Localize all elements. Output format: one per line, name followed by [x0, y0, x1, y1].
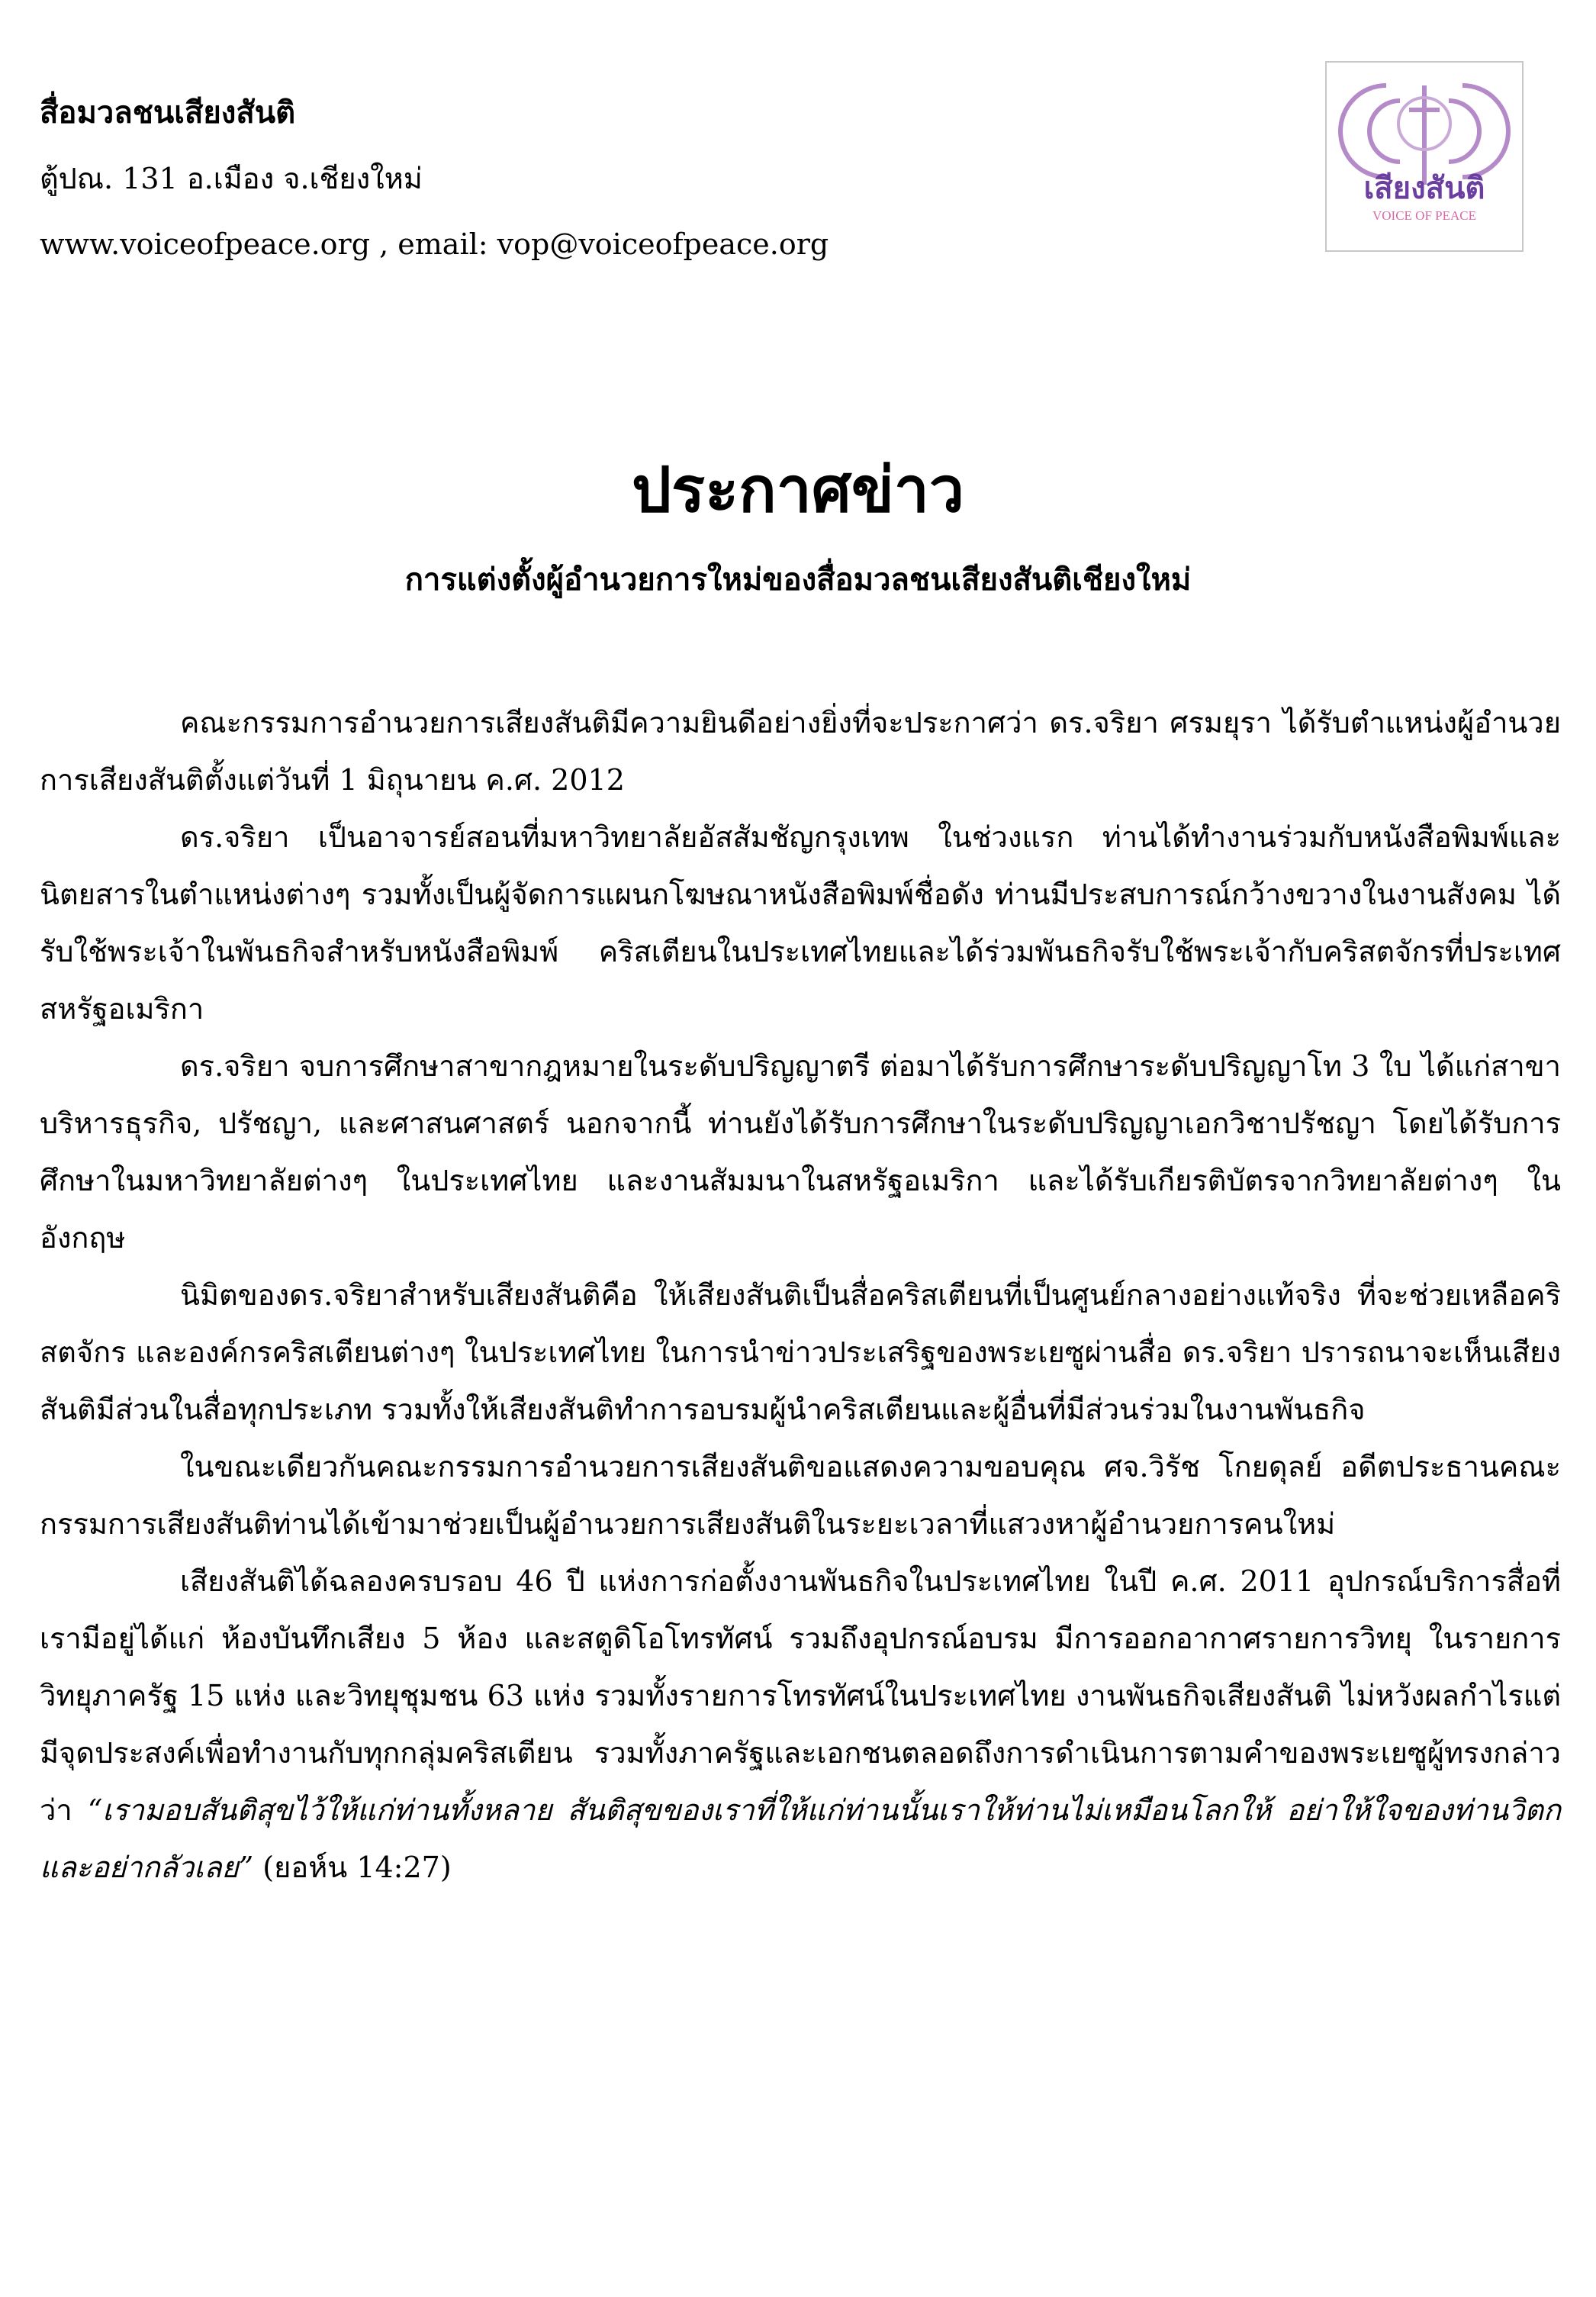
scripture-reference: (ยอห์น 14:27): [253, 1851, 452, 1884]
paragraph-anniversary: [40, 1553, 1561, 1896]
anniversary-text: เสียงสันติได้ฉลองครบรอบ 46 ปี แห่งการก่อตั้งงานพันธกิจในประเทศไทย ในปี ค.ศ. 2011 อุปกรณ์บริการสื่อที่เรามีอยู่ได้แก่ ห้องบันทึกเสียง 5 ห้อง และสตูดิโอโทรทัศน์ รวมถึงอุปกรณ์อบรม มีการออกอากาศรายการวิทยุ ในรายการวิทยุภาครัฐ 15 แห่ง และวิทยุชุมชน 63 แห่ง รวมทั้งรายการโทรทัศน์ในประเทศไทย งานพันธกิจเสียงสันติ ไม่หวังผลกำไรแต่มีจุดประสงค์เพื่อทำงานกับทุกกลุ่มคริสเตียน รวมทั้งภาครัฐและเอกชนตลอดถึงการดำเนินการตามคำของพระเยซูผู้ทรงกล่าวว่า: [40, 1564, 1561, 1827]
paragraph-appointment: คณะกรรมการอำนวยการเสียงสันติมีความยินดีอย่างยิ่งที่จะประกาศว่า ดร.จริยา ศรมยุรา ได้รับตำแหน่งผู้อำนวยการเสียงสันติตั้งแต่วันที่ 1 มิถุนายน ค.ศ. 2012: [40, 706, 1561, 797]
paragraph-education: ดร.จริยา จบการศึกษาสาขากฎหมายในระดับปริญญาตรี ต่อมาได้รับการศึกษาระดับปริญญาโท 3 ใบ ได้แก่สาขาบริหารธุรกิจ, ปรัชญา, และศาสนศาสตร์ นอกจากนี้ ท่านยังได้รับการศึกษาในระดับปริญญาเอกวิชาปรัชญา โดยได้รับการศึกษาในมหาวิทยาลัยต่างๆ ในประเทศไทย และงานสัมมนาในสหรัฐอเมริกา และได้รับเกียรติบัตรจากวิทยาลัยต่างๆ ในอังกฤษ: [40, 1049, 1561, 1255]
contact-info: www.voiceofpeace.org , email: vop@voiceofpeace.org: [40, 227, 829, 261]
logo-text-th: เสียงสันติ: [1363, 171, 1485, 206]
scripture-quote: “เรามอบสันติสุขไว้ให้แก่ท่านทั้งหลาย สันติสุขของเราที่ให้แก่ท่านนั้นเราให้ท่านไม่เหมือนโลกให้ อย่าให้ใจของท่านวิตกและอย่ากลัวเลย”: [40, 1793, 1561, 1884]
wave-right-inner: [1449, 101, 1479, 162]
wave-left-outer: [1340, 85, 1386, 177]
paragraph-background: ดร.จริยา เป็นอาจารย์สอนที่มหาวิทยาลัยอัสสัมชัญกรุงเทพ ในช่วงแรก ท่านได้ทำงานร่วมกับหนังสือพิมพ์และนิตยสารในตำแหน่งต่างๆ รวมทั้งเป็นผู้จัดการแผนกโฆษณาหนังสือพิมพ์ชื่อดัง ท่านมีประสบการณ์กว้างขวางในงานสังคม ได้รับใช้พระเจ้าในพันธกิจสำหรับหนังสือพิมพ์ คริสเตียนในประเทศไทยและได้ร่วมพันธกิจรับใช้พระเจ้ากับคริสตจักรที่ประเทศสหรัฐอเมริกา: [40, 820, 1561, 1026]
page-title: ประกาศข่าว: [631, 453, 965, 527]
postal-address: ตู้ปณ. 131 อ.เมือง จ.เชียงใหม่: [40, 162, 423, 195]
wave-left-inner: [1369, 101, 1400, 162]
announcement-body: [40, 694, 1561, 1896]
voice-of-peace-logo: [1325, 61, 1524, 252]
wave-right-outer: [1462, 85, 1508, 177]
paragraph-vision: นิมิตของดร.จริยาสำหรับเสียงสันติคือ ให้เสียงสันติเป็นสื่อคริสเตียนที่เป็นศูนย์กลางอย่างแท้จริง ที่จะช่วยเหลือคริสตจักร และองค์กรคริสเตียนต่างๆ ในประเทศไทย ในการนำข่าวประเสริฐของพระเยซูผ่านสื่อ ดร.จริยา ปรารถนาจะเห็นเสียงสันติมีส่วนในสื่อทุกประเภท รวมทั้งให้เสียงสันติทำการอบรมผู้นำคริสเตียนและผู้อื่นที่มีส่วนร่วมในงานพันธกิจ: [40, 1278, 1561, 1426]
paragraph-thanks: ในขณะเดียวกันคณะกรรมการอำนวยการเสียงสันติขอแสดงความขอบคุณ ศจ.วิรัช โกยดุลย์ อดีตประธานคณะกรรมการเสียงสันติท่านได้เข้ามาช่วยเป็นผู้อำนวยการเสียงสันติในระยะเวลาที่แสวงหาผู้อำนวยการคนใหม่: [40, 1450, 1561, 1541]
organization-name: สื่อมวลชนเสียงสันติ: [40, 95, 296, 130]
page-subtitle: การแต่งตั้งผู้อำนวยการใหม่ของสื่อมวลชนเสียงสันติเชียงใหม่: [404, 562, 1192, 598]
logo-text-en: VOICE OF PEACE: [1372, 208, 1477, 223]
letterhead: [40, 90, 1260, 287]
logo-graphic: [1327, 63, 1522, 250]
